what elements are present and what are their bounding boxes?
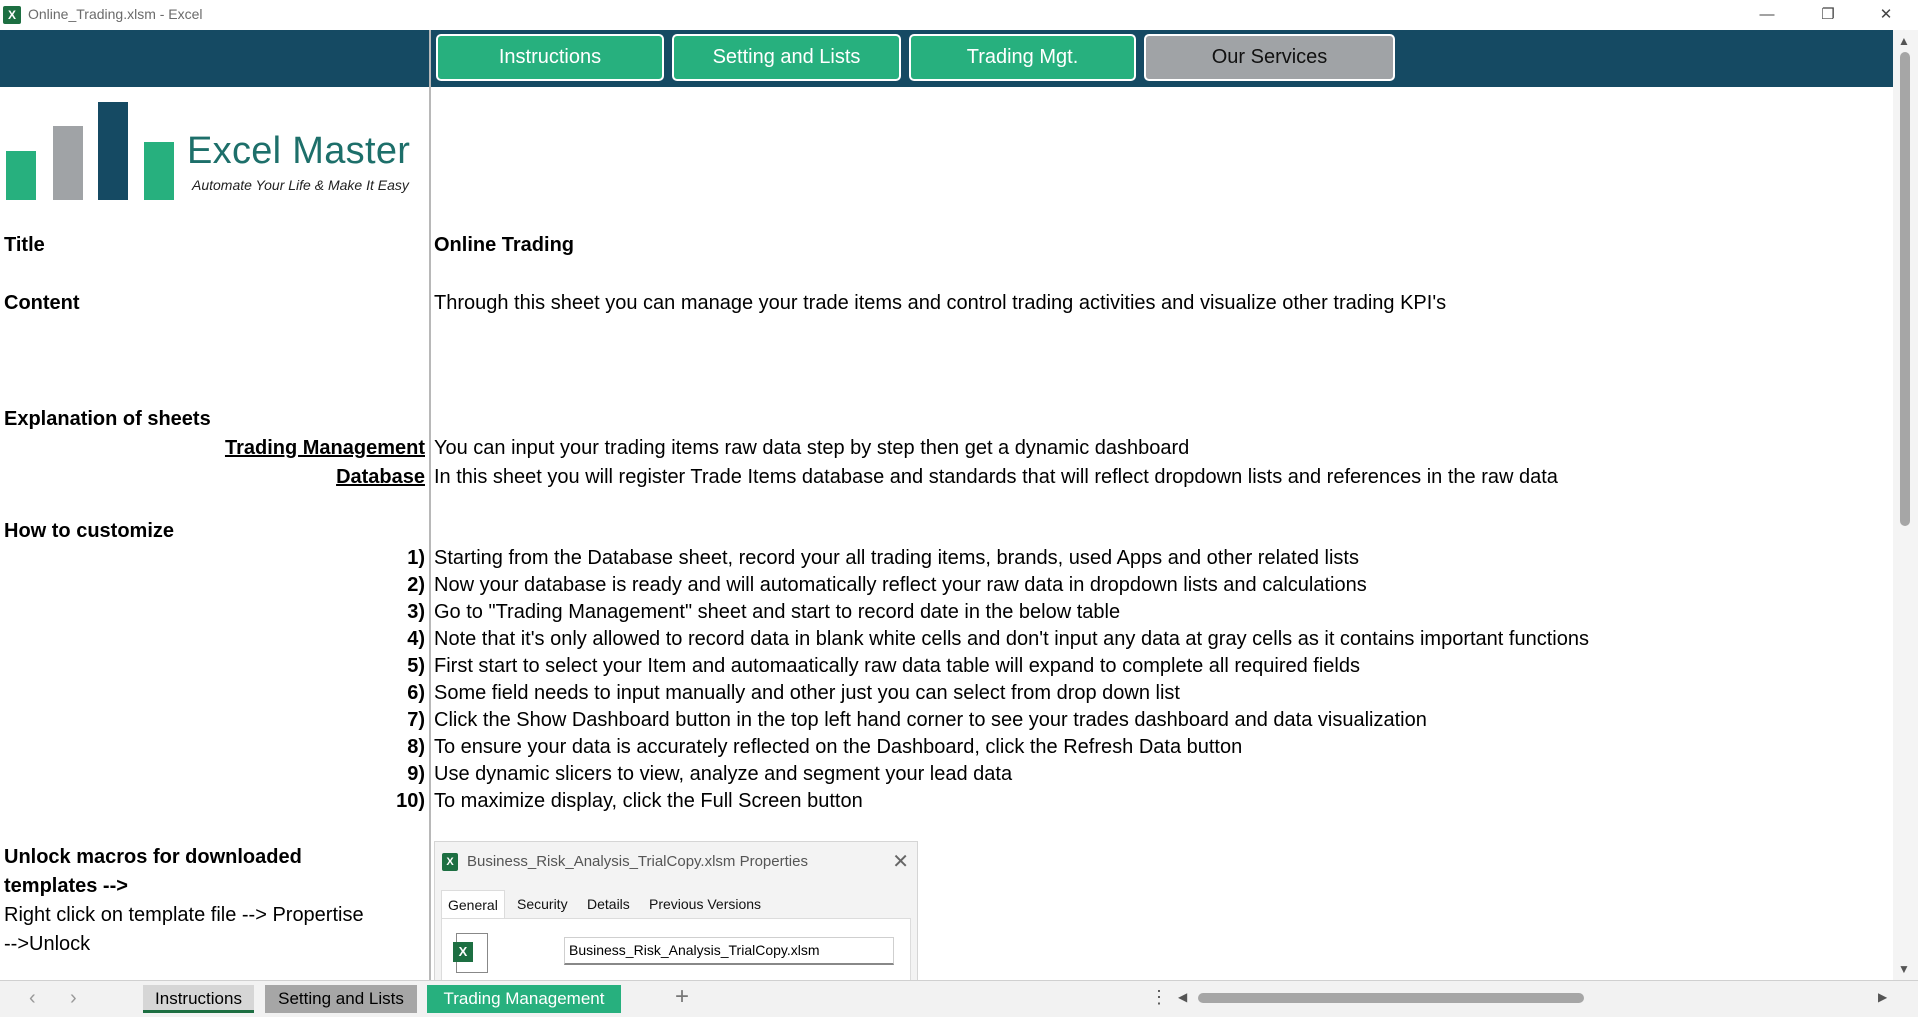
customize-header: How to customize: [4, 520, 175, 542]
step-number: 8): [407, 736, 425, 758]
sheet-tab-trading-management[interactable]: Trading Management: [427, 985, 621, 1013]
trading-management-link[interactable]: Trading Management: [224, 437, 425, 459]
excel-file-icon: X: [442, 853, 458, 871]
step-number: 9): [407, 763, 425, 785]
more-options-icon[interactable]: ⋮: [1150, 987, 1168, 1007]
excel-badge-icon: X: [453, 942, 473, 962]
dialog-tab-previous-versions: Previous Versions: [649, 896, 762, 912]
step-number: 1): [407, 547, 425, 569]
close-icon: ✕: [892, 851, 909, 873]
horizontal-scroll-thumb[interactable]: [1198, 993, 1584, 1003]
explanation-header: Explanation of sheets: [4, 408, 211, 430]
scroll-left-icon[interactable]: ◀: [1178, 990, 1188, 1004]
trading-management-desc: You can input your trading items raw data step by step then get a dynamic dashboard: [434, 437, 1190, 459]
title-label: Title: [4, 234, 45, 256]
logo-tagline: Automate Your Life & Make It Easy: [192, 177, 409, 193]
step-text: Starting from the Database sheet, record your all trading items, brands, used Apps and other related lists: [434, 547, 1359, 569]
step-text: First start to select your Item and automaatically raw data table will expand to complete all required fields: [434, 655, 1360, 677]
minimize-icon[interactable]: —: [1759, 6, 1775, 23]
database-desc: In this sheet you will register Trade Items database and standards that will reflect dropdown lists and references in the raw data: [434, 466, 1558, 488]
window-title: Online_Trading.xlsm - Excel: [28, 6, 203, 22]
setting-lists-nav-button[interactable]: Setting and Lists: [672, 34, 901, 81]
column-divider: [429, 30, 431, 980]
unlock-line-3: Right click on template file --> Propertise: [4, 904, 364, 926]
step-number: 4): [407, 628, 425, 650]
step-number: 3): [407, 601, 425, 623]
prev-sheet-icon[interactable]: ‹: [29, 987, 36, 1009]
unlock-line-1: Unlock macros for downloaded: [4, 846, 302, 868]
logo-bar-1: [6, 151, 36, 200]
scroll-right-icon[interactable]: ▶: [1878, 990, 1888, 1004]
dialog-title: Business_Risk_Analysis_TrialCopy.xlsm Properties: [467, 853, 808, 870]
scroll-up-icon[interactable]: ▲: [1898, 34, 1910, 48]
title-value: Online Trading: [434, 234, 575, 256]
our-services-nav-button[interactable]: Our Services: [1144, 34, 1395, 81]
dialog-tab-general: General: [441, 890, 505, 918]
add-sheet-icon[interactable]: +: [675, 983, 690, 1010]
step-text: Go to "Trading Management" sheet and start to record date in the below table: [434, 601, 1121, 623]
dialog-filename-field: Business_Risk_Analysis_TrialCopy.xlsm: [564, 937, 894, 965]
dialog-tab-security: Security: [517, 896, 568, 912]
xlsm-file-icon: [456, 933, 488, 973]
logo-wordmark: Excel Master: [187, 130, 411, 172]
sheet-tab-setting-and-lists[interactable]: Setting and Lists: [265, 985, 417, 1013]
vertical-scroll-thumb[interactable]: [1900, 52, 1910, 526]
step-text: Some field needs to input manually and other just you can select from drop down list: [434, 682, 1180, 704]
step-text: Note that it's only allowed to record data in blank white cells and don't input any data at gray cells as it contains important functions: [434, 628, 1589, 650]
content-value: Through this sheet you can manage your trade items and control trading activities and visualize other trading KPI's: [434, 292, 1447, 314]
scroll-down-icon[interactable]: ▼: [1898, 962, 1910, 976]
unlock-line-4: -->Unlock: [4, 933, 91, 955]
logo-bar-4: [144, 142, 174, 200]
step-text: Use dynamic slicers to view, analyze and segment your lead data: [434, 763, 1013, 785]
properties-dialog-image: [434, 841, 918, 983]
sheet-tab-instructions[interactable]: Instructions: [143, 985, 254, 1013]
step-number: 2): [407, 574, 425, 596]
step-text: To maximize display, click the Full Screen button: [434, 790, 863, 812]
step-number: 5): [407, 655, 425, 677]
dialog-tab-details: Details: [587, 896, 630, 912]
excel-master-logo: [6, 96, 426, 200]
dialog-titlebar: [435, 842, 917, 882]
dialog-body: [441, 918, 911, 983]
close-window-icon[interactable]: ✕: [1879, 6, 1893, 23]
step-text: Now your database is ready and will automatically reflect your raw data in dropdown lists and calculations: [434, 574, 1367, 596]
vertical-scrollbar[interactable]: [1893, 30, 1918, 980]
next-sheet-icon[interactable]: ›: [70, 987, 77, 1009]
step-number: 7): [407, 709, 425, 731]
window-titlebar: [0, 0, 1918, 30]
logo-bar-2: [53, 126, 83, 200]
trading-mgt-nav-button[interactable]: Trading Mgt.: [909, 34, 1136, 81]
excel-app-icon: X: [3, 6, 21, 24]
instructions-nav-button[interactable]: Instructions: [436, 34, 664, 81]
step-number: 10): [396, 790, 425, 812]
database-link[interactable]: Database: [336, 466, 425, 488]
unlock-line-2: templates -->: [4, 875, 128, 897]
restore-icon[interactable]: ❐: [1821, 6, 1835, 23]
step-number: 6): [407, 682, 425, 704]
content-label: Content: [4, 292, 80, 314]
step-text: To ensure your data is accurately reflected on the Dashboard, click the Refresh Data button: [434, 736, 1243, 758]
logo-bar-3: [98, 102, 128, 200]
sheet-tab-bar: [0, 980, 1918, 1017]
step-text: Click the Show Dashboard button in the top left hand corner to see your trades dashboard and data visualization: [434, 709, 1427, 731]
